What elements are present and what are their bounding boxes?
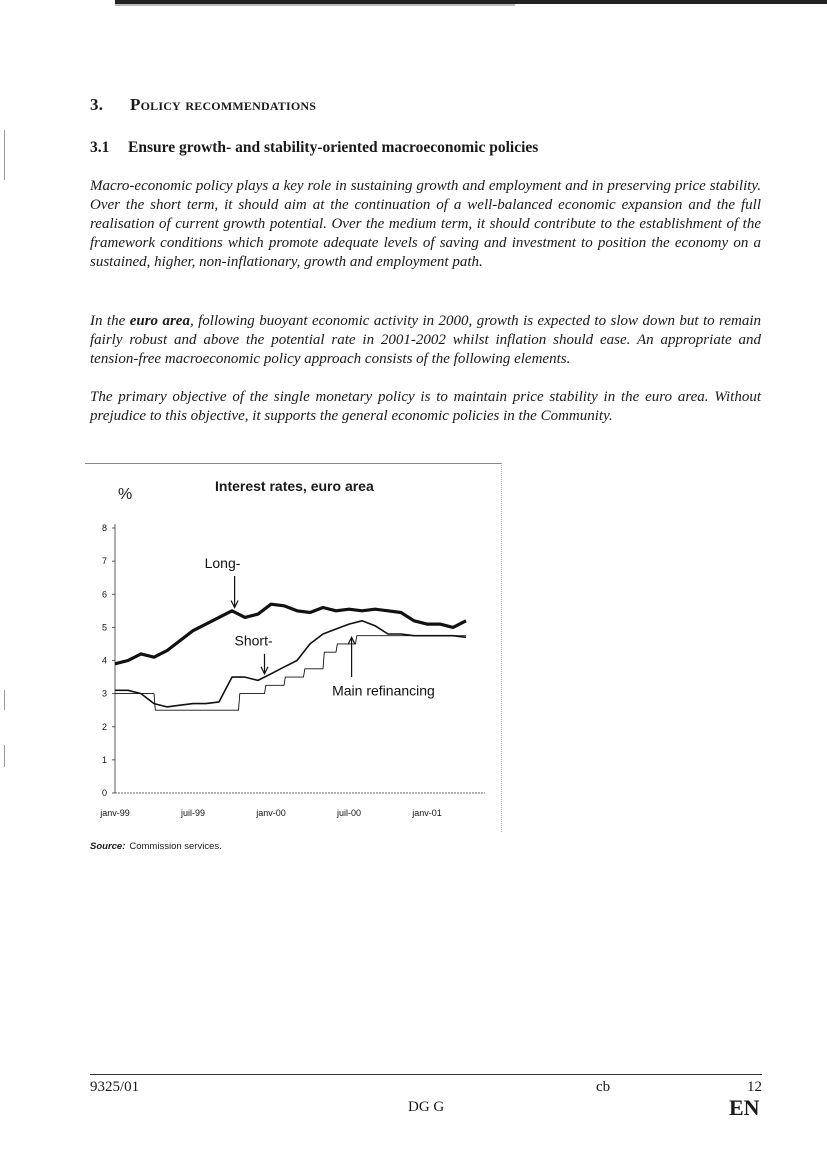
x-tick-label: janv-00 (256, 808, 286, 818)
y-tick-label: 2 (101, 721, 107, 732)
section-title: Policy recommendations (130, 95, 317, 114)
x-tick-label: juil-99 (180, 808, 206, 818)
footer-page-number: 12 (747, 1079, 762, 1095)
paragraph-monetary-policy: The primary objective of the single monetary policy is to maintain price stability in the euro area. Without prejudice to this objective, it supports the general economic policies in the Community. (90, 389, 761, 424)
chart-source (90, 841, 222, 852)
annotation-short: Short- (234, 632, 273, 649)
footer-language: EN (729, 1095, 760, 1120)
euro-area-emphasis: euro area (129, 313, 190, 329)
y-tick-label: 3 (101, 688, 107, 699)
annotation-main-refinancing: Main refinancing (332, 682, 435, 699)
series-line-main-refinancing (115, 636, 466, 711)
section-number: 3. (90, 95, 104, 114)
y-tick-label: 1 (101, 754, 107, 765)
footer-doc-number: 9325/01 (90, 1079, 140, 1095)
y-tick-label: 0 (101, 788, 107, 798)
source-text: Commission services. (129, 841, 222, 852)
footer-initials: cb (596, 1079, 611, 1095)
y-tick-label: 6 (101, 589, 107, 600)
footer-rule (90, 1074, 762, 1075)
y-tick-label: 4 (101, 655, 107, 666)
x-tick-label: janv-99 (100, 808, 130, 818)
y-tick-label: 7 (101, 556, 107, 567)
source-label: Source: (90, 841, 126, 852)
subsection-number: 3.1 (90, 139, 110, 156)
annotation-long: Long- (204, 554, 241, 571)
y-tick-label: 8 (101, 523, 107, 533)
scan-mark (4, 690, 5, 710)
paragraph-euro-area-rest: , following buoyant economic activity in 2000, growth is expected to slow down but to remain fairly robust and above the potential rate in 2001-2002 whilst inflation should ease. An appropriate and tension-free macroeconomic policy approach consists of the following elements. (90, 313, 761, 367)
scan-mark (4, 745, 5, 767)
y-tick-label: 5 (101, 622, 107, 633)
chart-y-unit: % (118, 486, 133, 503)
x-tick-label: juil-00 (336, 808, 362, 818)
chart-title: Interest rates, euro area (215, 478, 374, 494)
subsection-title: Ensure growth- and stability-oriented macroeconomic policies (128, 139, 539, 156)
x-tick-label: janv-01 (412, 808, 442, 818)
footer-directorate: DG G (408, 1099, 445, 1115)
paragraph-macroeconomic-policy: Macro-economic policy plays a key role in sustaining growth and employment and in preserving price stability. Over the short term, it should aim at the continuation of a well-balanced economic expansion and the full realisation of current growth potential. Over the medium term, it should contribute to the establishment of the framework conditions which promote adequate levels of saving and investment to position the economy on a sustained, higher, non-inflationary, growth and employment path. (90, 178, 761, 270)
paragraph-euro-area-prefix: In the (90, 313, 130, 329)
scan-mark (4, 130, 5, 180)
series-line-long (115, 604, 466, 664)
